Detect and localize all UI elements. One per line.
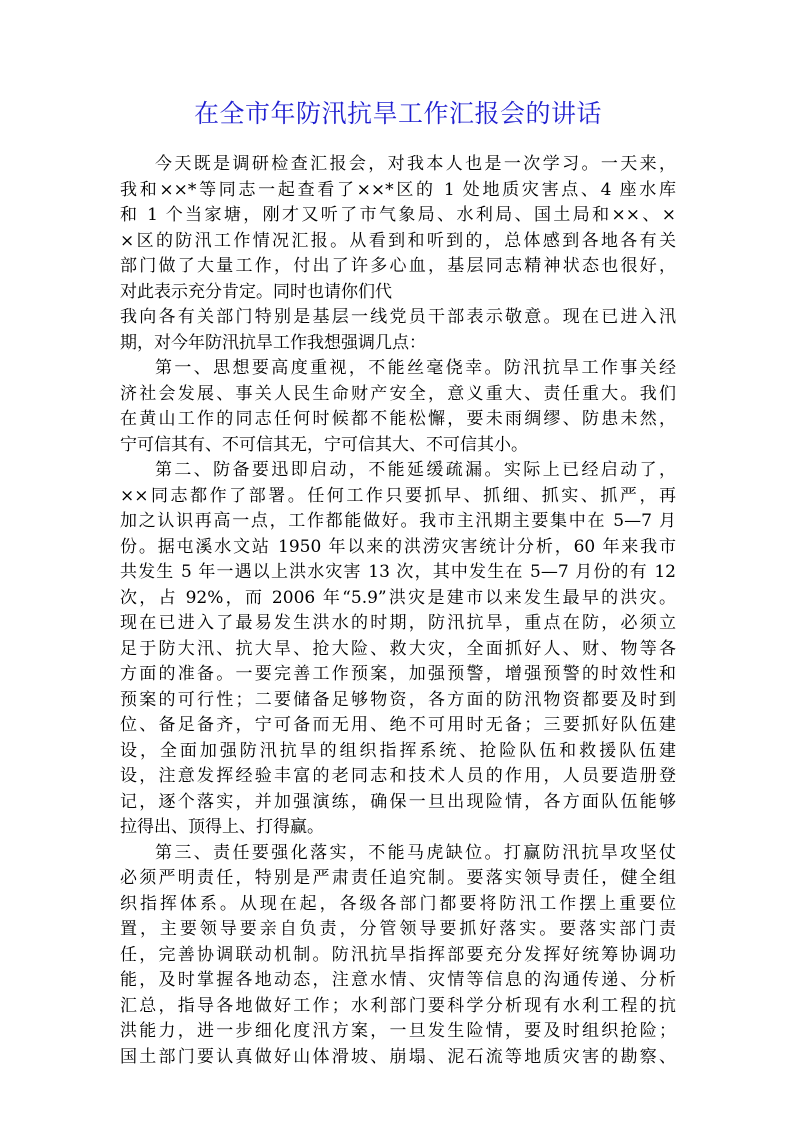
body-line: 和 1 个当家塘，刚才又听了市气象局、水利局、国土局和××、× — [120, 205, 676, 225]
body-line: 共发生 5 年一遇以上洪水灾害 13 次，其中发生在 5—7 月份的有 12 — [120, 562, 676, 582]
body-line: 现在已进入了最易发生洪水的时期，防汛抗旱，重点在防，必须立 — [120, 613, 676, 633]
body-line: 必须严明责任，特别是严肃责任追究制。要落实领导责任，健全组 — [120, 868, 676, 888]
body-line: 国土部门要认真做好山体滑坡、崩塌、泥石流等地质灾害的勘察、 — [120, 1046, 676, 1067]
document-title: 在全市年防汛抗旱工作汇报会的讲话 — [193, 99, 602, 128]
body-line: 我和××*等同志一起查看了××*区的 1 处地质灾害点、4 座水库 — [120, 179, 676, 200]
body-line: 期，对今年防汛抗旱工作我想强调几点： — [120, 332, 426, 353]
body-line: 第一、思想要高度重视，不能丝毫侥幸。防汛抗旱工作事关经 — [155, 358, 676, 378]
document-body — [120, 152, 676, 1070]
body-line: 宁可信其有、不可信其无，宁可信其大、不可信其小。 — [120, 434, 528, 455]
body-line: 济社会发展、事关人民生命财产安全，意义重大、责任重大。我们 — [120, 383, 676, 404]
body-line: 方面的准备。一要完善工作预案，加强预警，增强预警的时效性和 — [120, 664, 676, 684]
body-line: 任，完善协调联动机制。防汛抗旱指挥部要充分发挥好统筹协调功 — [120, 944, 676, 965]
body-line: 汇总，指导各地做好工作；水利部门要科学分析现有水利工程的抗 — [120, 995, 676, 1016]
body-line: 织指挥体系。从现在起，各级各部门都要将防汛工作摆上重要位 — [120, 893, 676, 914]
body-line: 我向各有关部门特别是基层一线党员干部表示敬意。现在已进入汛 — [120, 307, 676, 327]
body-line: 拉得出、顶得上、打得赢。 — [120, 817, 324, 837]
body-line: 次，占 92%，而 2006 年“5.9”洪灾是建市以来发生最早的洪灾。 — [120, 587, 676, 608]
body-line: 位、备足备齐，宁可备而无用、绝不可用时无备；三要抓好队伍建 — [120, 715, 676, 735]
body-line: 在黄山工作的同志任何时候都不能松懈，要未雨绸缪、防患未然， — [120, 409, 676, 429]
body-line: 第二、防备要迅即启动，不能延缓疏漏。实际上已经启动了， — [155, 460, 676, 480]
body-line: ×区的防汛工作情况汇报。从看到和听到的，总体感到各地各有关 — [120, 230, 676, 251]
body-line: 部门做了大量工作，付出了许多心血，基层同志精神状态也很好， — [120, 256, 676, 276]
body-line: 足于防大汛、抗大旱、抢大险、救大灾，全面抓好人、财、物等各 — [120, 638, 676, 659]
body-line: 对此表示充分肯定。同时也请你们代 — [120, 281, 392, 302]
body-line: 份。据屯溪水文站 1950 年以来的洪涝灾害统计分析，60 年来我市 — [120, 536, 676, 557]
body-line: 能，及时掌握各地动态，注意水情、灾情等信息的沟通传递、分析 — [120, 970, 676, 990]
body-line: 设，全面加强防汛抗旱的组织指挥系统、抢险队伍和救援队伍建 — [120, 740, 676, 761]
body-line: 设，注意发挥经验丰富的老同志和技术人员的作用，人员要造册登 — [120, 766, 676, 786]
body-line: 记，逐个落实，并加强演练，确保一旦出现险情，各方面队伍能够 — [120, 791, 676, 812]
body-line: 洪能力，进一步细化度汛方案，一旦发生险情，要及时组织抢险； — [120, 1021, 676, 1041]
body-line: 置，主要领导要亲自负责，分管领导要抓好落实。要落实部门责 — [120, 919, 676, 939]
body-line: 预案的可行性；二要储备足够物资，各方面的防汛物资都要及时到 — [120, 689, 676, 710]
body-line: 第三、责任要强化落实，不能马虎缺位。打赢防汛抗旱攻坚仗 — [155, 842, 676, 863]
body-line: 加之认识再高一点，工作都能做好。我市主汛期主要集中在 5—7 月 — [120, 511, 676, 531]
body-line: ××同志都作了部署。任何工作只要抓早、抓细、抓实、抓严，再 — [120, 485, 676, 506]
body-line: 今天既是调研检查汇报会，对我本人也是一次学习。一天来， — [155, 154, 676, 174]
